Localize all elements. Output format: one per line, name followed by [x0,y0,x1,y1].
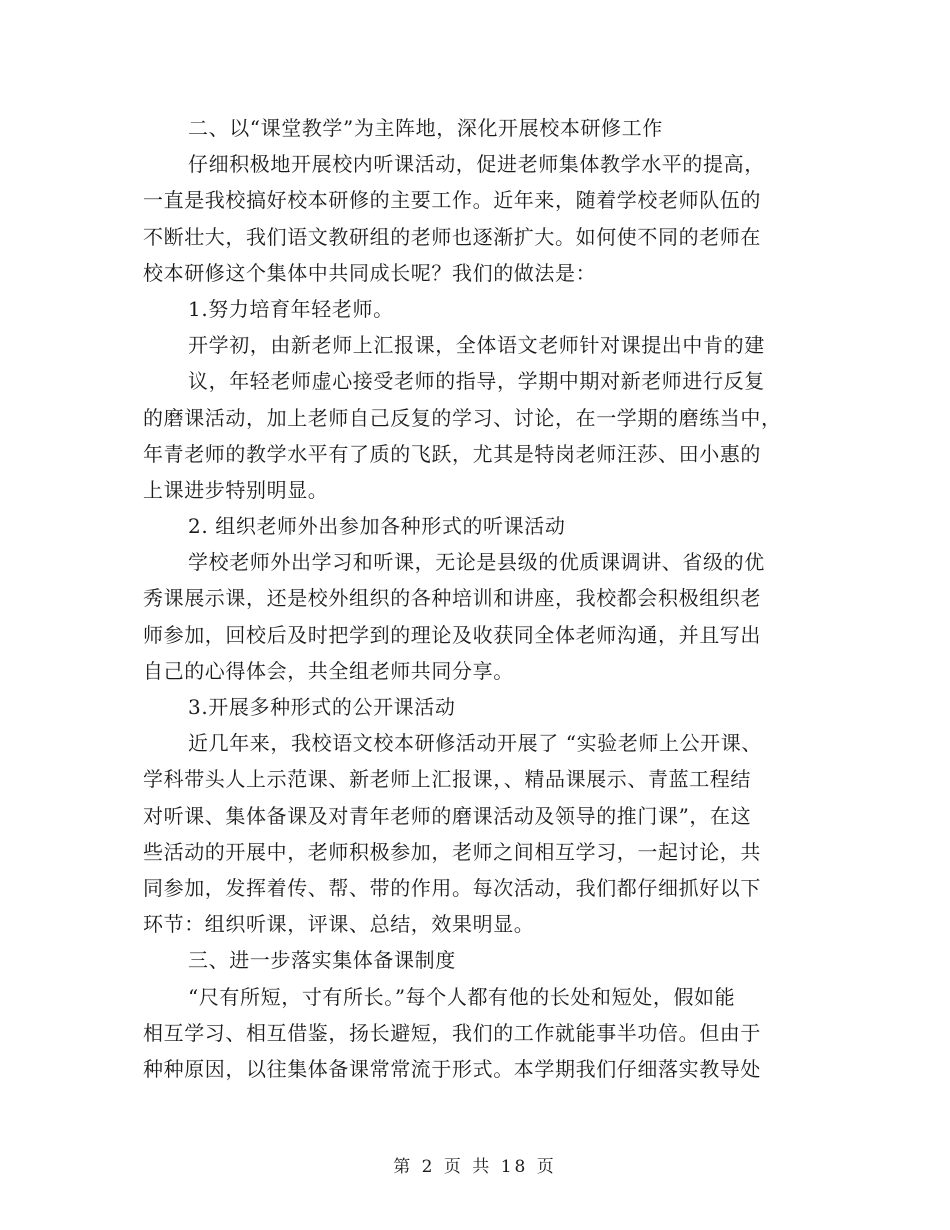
paragraph-line: 校本研修这个集体中共同成长呢？我们的做法是： [143,260,597,285]
paragraph-line: 上课进步特别明显。 [143,477,329,502]
paragraph-line: 一直是我校搞好校本研修的主要工作。近年来，随着学校老师队伍的 [143,188,761,213]
paragraph-line: 学科带头人上示范课、新老师上汇报课，、精品课展示、青蓝工程结 [143,767,751,792]
paragraph-line: “尺有所短，寸有所长。”每个人都有他的长处和短处，假如能 [188,984,736,1009]
document-body [143,110,803,1087]
paragraph-line: 的磨课活动，加上老师自己反复的学习、讨论，在一学期的磨练当中， [143,405,782,430]
paragraph-line: 年青老师的教学水平有了质的飞跃，尤其是特岗老师汪莎、田小惠的 [143,441,761,466]
paragraph-line: 仔细积极地开展校内听课活动，促进老师集体教学水平的提高， [188,152,765,177]
section-heading: 三、进一步落实集体备课制度 [188,948,456,973]
paragraph-line: 师参加，回校后及时把学到的理论及收获同全体老师沟通，并且写出 [143,622,761,647]
paragraph-line: 相互学习、相互借鉴，扬长避短，我们的工作就能事半功倍。但由于 [143,1020,761,1045]
paragraph-line: 议，年轻老师虚心接受老师的指导，学期中期对新老师进行反复 [188,369,765,394]
paragraph-line: 些活动的开展中，老师积极参加，老师之间相互学习，一起讨论，共 [143,839,761,864]
paragraph-line: 环节：组织听课，评课、总结，效果明显。 [143,912,535,937]
paragraph-line: 种种原因，以往集体备课常常流于形式。本学期我们仔细落实教导处 [143,1056,761,1081]
subsection-heading: 1.努力培育年轻老师。 [188,296,394,321]
paragraph-line: 不断壮大，我们语文教研组的老师也逐渐扩大。如何使不同的老师在 [143,224,761,249]
paragraph-line: 对听课、集体备课及对青年老师的磨课活动及领导的推门课”，在这 [143,803,752,828]
subsection-heading: 2. 组织老师外出参加各种形式的听课活动 [188,514,566,539]
subsection-heading: 3.开展多种形式的公开课活动 [188,695,456,719]
paragraph-line: 学校老师外出学习和听课，无论是县级的优质课调讲、省级的优 [188,550,765,575]
paragraph-line: 近几年来，我校语文校本研修活动开展了 “实验老师上公开课、 [188,731,762,756]
page-footer: 第 2 页 共 18 页 [393,1157,557,1177]
paragraph-line: 秀课展示课，还是校外组织的各种培训和讲座，我校都会积极组织老 [143,586,761,611]
paragraph-line: 开学初，由新老师上汇报课，全体语文老师针对课提出中肯的建 [188,333,765,358]
paragraph-line: 自己的心得体会，共全组老师共同分享。 [143,658,514,683]
paragraph-line: 同参加，发挥着传、帮、带的作用。每次活动，我们都仔细抓好以下 [143,875,761,900]
section-heading: 二、以“课堂教学”为主阵地，深化开展校本研修工作 [188,116,663,140]
